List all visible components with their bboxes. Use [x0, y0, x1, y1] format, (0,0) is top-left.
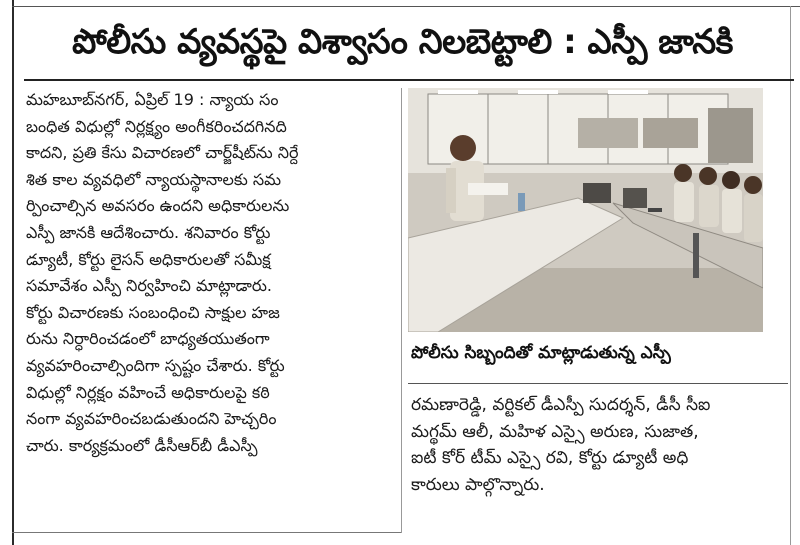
body-line: బంధిత విధుల్లో నిర్లక్ష్యం అంగీకరించదగినది — [26, 116, 287, 136]
body-line: కోర్టు విచారణకు సంబంధించి సాక్షుల హజ — [26, 302, 280, 322]
frame-left-border — [12, 0, 14, 545]
body-line: రును నిర్ధారించడంలో బాధ్యతయుతంగా — [26, 329, 270, 349]
caption-rule — [408, 383, 788, 384]
meeting-photo — [408, 88, 763, 332]
body-line: ఐటీ కోర్ టీమ్ ఎస్సై రవి, కోర్టు డ్యూటీ అధి — [411, 448, 689, 469]
body-line: విధుల్లో నిర్లక్షం వహించే అధికారులపై కఠి — [26, 382, 270, 402]
body-line: మహబూబ్‌నగర్, ఏప్రిల్ 19 : న్యాయ సం — [26, 90, 279, 109]
body-line: ఎస్పీ జానకి ఆదేశించారు. శనివారం కోర్టు — [26, 222, 271, 242]
body-line: వ్యవహరించాల్సిందిగా స్పష్టం చేశారు. కోర్టు — [26, 355, 285, 375]
frame-bottom-border — [12, 532, 402, 533]
frame-right-border — [790, 6, 791, 545]
body-line: సమావేశం ఎస్పీ నిర్వహించి మాట్లాడారు. — [26, 276, 272, 296]
body-line: శిత కాల వ్యవధిలో న్యాయస్థానాలకు సమ — [26, 169, 282, 189]
body-line: కాదని, ప్రతి కేసు విచారణలో చార్జ్‌షీట్‌ను నిర్దే — [26, 143, 299, 163]
article-body-right — [411, 392, 786, 498]
headline-rule — [24, 79, 794, 81]
body-line: చారు. కార్యక్రమంలో డీసీఆర్‌బీ డీఎస్పీ — [26, 435, 258, 455]
frame-top-border — [12, 6, 800, 7]
body-line: నంగా వ్యవహరించబడుతుందని హెచ్చరిం — [26, 409, 277, 429]
body-line: కారులు పాల్గొన్నారు. — [411, 474, 545, 495]
meeting-photo-illustration — [408, 88, 763, 332]
headline: పోలీసు వ్యవస్థపై విశ్వాసం నిలబెట్టాలి : ఎస్పీ జానకి — [72, 22, 733, 62]
article-body-left — [26, 90, 396, 462]
body-line: డ్యూటీ, కోర్టు లైసన్ అధికారులతో సమీక్ష — [26, 249, 271, 269]
photo-caption: పోలీసు సిబ్బందితో మాట్లాడుతున్న ఎస్పీ — [411, 343, 671, 363]
body-line: రమణారెడ్డి, వర్టికల్ డీఎస్పీ సుదర్శన్, డీసీ సీఐ — [411, 395, 711, 415]
column-separator — [401, 88, 402, 533]
body-line: మగ్థమ్ ఆలీ, మహిళ ఎస్సై అరుణ, సుజాత, — [411, 421, 699, 442]
body-line: ర్పించాల్సిన అవసరం ఉందని అధికారులను — [26, 196, 290, 216]
